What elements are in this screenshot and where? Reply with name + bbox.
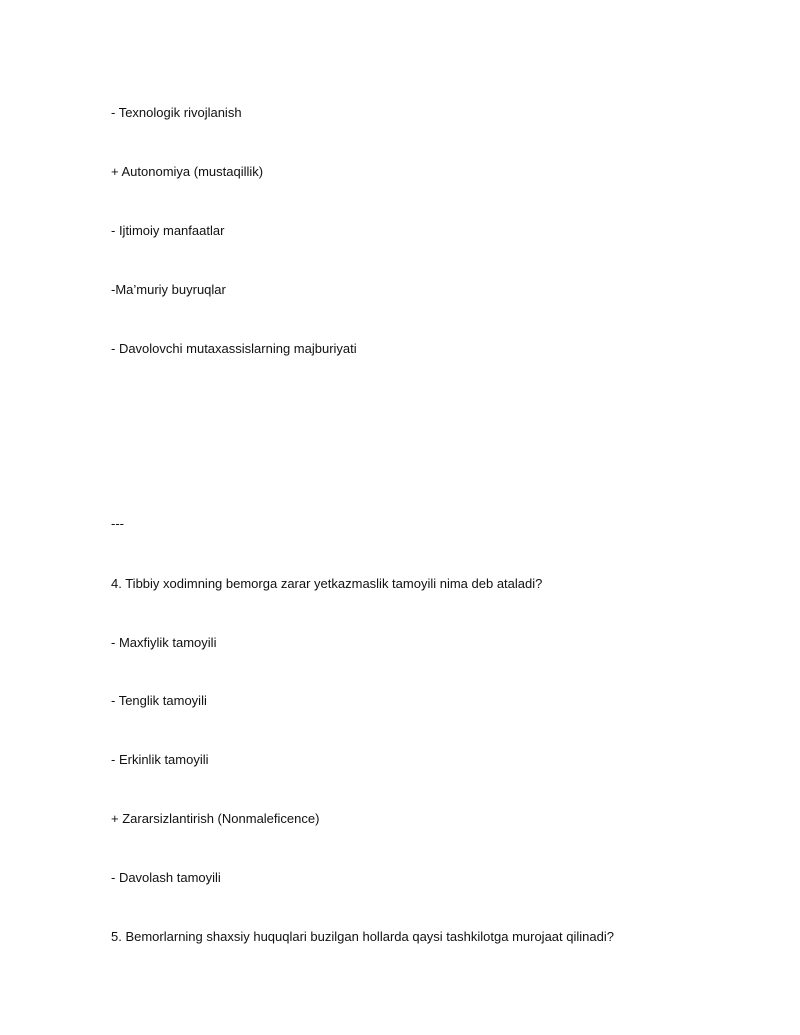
question-text: 5. Bemorlarning shaxsiy huquqlari buzilgan hollarda qaysi tashkilotga murojaat qilinadi?: [111, 929, 614, 944]
section-separator: ---: [111, 516, 124, 531]
answer-option: - Davolovchi mutaxassislarning majburiyati: [111, 341, 357, 356]
answer-option: - Tenglik tamoyili: [111, 693, 207, 708]
answer-option: - Texnologik rivojlanish: [111, 105, 242, 120]
question-text: 4. Tibbiy xodimning bemorga zarar yetkazmaslik tamoyili nima deb ataladi?: [111, 576, 543, 591]
answer-option-correct: + Autonomiya (mustaqillik): [111, 164, 264, 179]
answer-option: - Erkinlik tamoyili: [111, 752, 209, 767]
answer-option: - Ijtimoiy manfaatlar: [111, 223, 225, 238]
answer-option: - Maxfiylik tamoyili: [111, 635, 217, 650]
answer-option-correct: + Zararsizlantirish (Nonmaleficence): [111, 811, 320, 826]
answer-option: - Davolash tamoyili: [111, 870, 221, 885]
answer-option: -Ma’muriy buyruqlar: [111, 282, 226, 297]
